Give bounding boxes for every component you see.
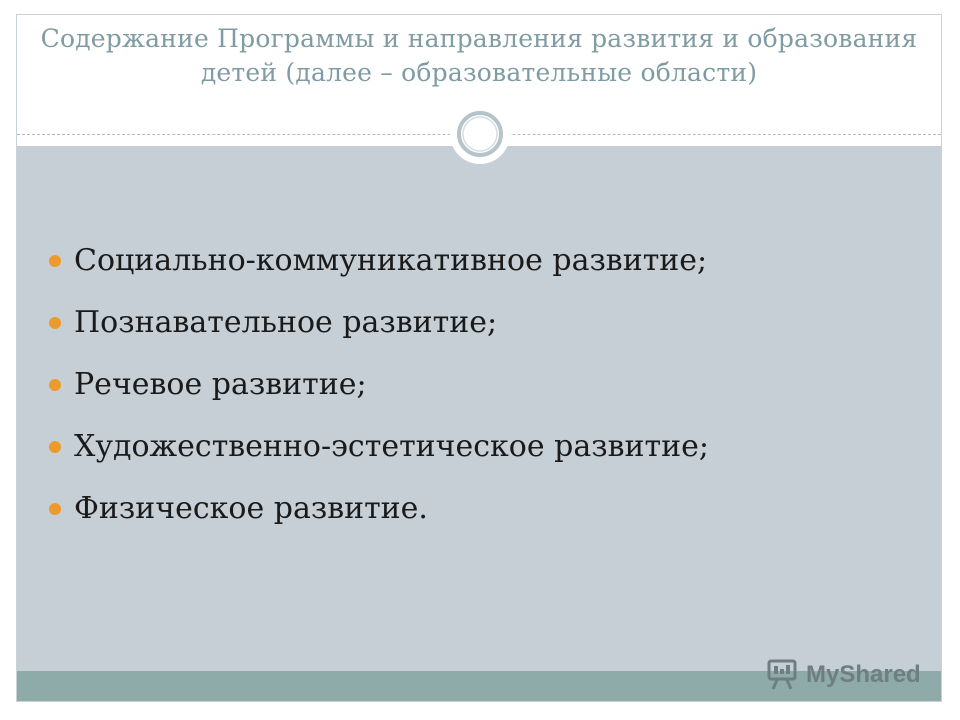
bullet-dot-icon <box>49 441 61 453</box>
list-item <box>46 292 709 354</box>
list-item <box>46 354 709 416</box>
bullet-list <box>46 230 709 540</box>
bullet-text: Речевое развитие; <box>74 367 367 402</box>
bullet-text: Физическое развитие. <box>74 491 428 526</box>
bullet-dot-icon <box>49 503 61 515</box>
bullet-text: Познавательное развитие; <box>74 305 498 340</box>
divider-ring-icon <box>450 104 510 164</box>
watermark-text: MyShared <box>806 661 921 688</box>
bullet-text: Социально-коммуникативное развитие; <box>74 243 708 278</box>
bullet-dot-icon <box>49 317 61 329</box>
watermark <box>766 655 921 695</box>
slide-title: Содержание Программы и направления развития и образования детей (далее – образовательные области) <box>40 24 918 87</box>
bullet-dot-icon <box>49 379 61 391</box>
list-item <box>46 230 709 292</box>
list-item <box>46 478 709 540</box>
presentation-board-icon <box>766 658 800 692</box>
bullet-dot-icon <box>49 255 61 267</box>
bullet-text: Художественно-эстетическое развитие; <box>74 429 709 464</box>
list-item <box>46 416 709 478</box>
